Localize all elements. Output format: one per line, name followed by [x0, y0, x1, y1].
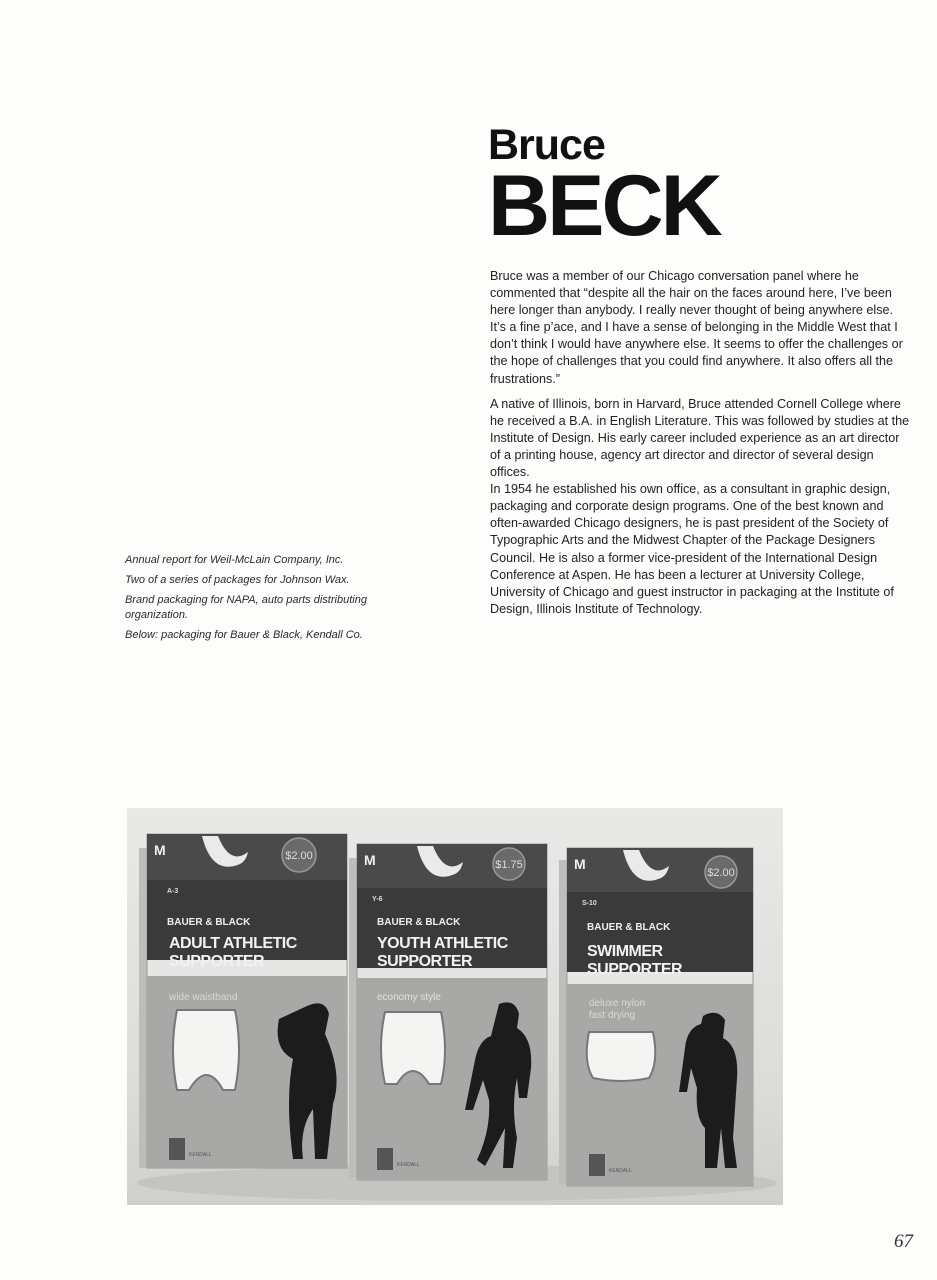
- brand-name: BAUER & BLACK: [167, 917, 251, 928]
- price: $1.75: [495, 859, 523, 871]
- product-code: S-10: [582, 900, 597, 907]
- last-name: BECK: [488, 158, 720, 254]
- body-paragraph: Bruce was a member of our Chicago conversation panel where he commented that “despite all the hair on the faces around here, I’ve been here longer than anybody. I really never thought of being anywhere else. It’s a fine p’ace, and I have a sense of belonging in the Middle West that I don’t think I would have anywhere else. It seems to offer the challenges or the hope of challenges that you could find anywhere. It also offers all the frustrations.”: [490, 269, 903, 386]
- caption: Below: packaging for Bauer & Black, Kendall Co.: [125, 629, 363, 641]
- size-letter: M: [154, 842, 166, 858]
- brand-name: BAUER & BLACK: [377, 917, 461, 928]
- product-line2: SUPPORTER: [169, 953, 265, 970]
- product-line2: SUPPORTER: [587, 961, 683, 978]
- product-line1: SWIMMER: [587, 943, 663, 960]
- product-code: A-3: [167, 888, 179, 895]
- caption: Two of a series of packages for Johnson Wax.: [125, 574, 350, 586]
- product-line2: SUPPORTER: [377, 953, 473, 970]
- caption: Annual report for Weil-McLain Company, Inc.: [125, 554, 344, 566]
- maker-logo: [169, 1138, 185, 1160]
- maker-logo: [589, 1154, 605, 1176]
- article-title: [488, 121, 720, 254]
- product-line1: YOUTH ATHLETIC: [377, 935, 508, 952]
- tagline: deluxe nylon: [589, 998, 646, 1009]
- captions: [125, 553, 425, 648]
- body-paragraph: In 1954 he established his own office, as a consultant in graphic design, packaging and corporate design programs. One of the best known and often-awarded Chicago designers, he is past president of the Society of Typographic Arts and the Midwest Chapter of the Package Designers Council. He is also a former vice-president of the International Design Conference at Aspen. He has been a lecturer at University College, University of Chicago and guest instructor in packaging at the Institute of Design, Illinois Institute of Technology.: [490, 482, 894, 616]
- package-swimmer: [559, 848, 753, 1186]
- tagline: wide waistband: [169, 992, 238, 1003]
- first-name: Bruce: [488, 121, 605, 169]
- product-code: Y-6: [372, 896, 383, 903]
- maker-name: KENDALL: [189, 1152, 212, 1158]
- body-paragraph: A native of Illinois, born in Harvard, Bruce attended Cornell College where he received a B.A. in English Literature. This was followed by studies at the Institute of Design. His early career included experience as an art director of a printing house, agency art director and director of several design offices.: [490, 396, 910, 480]
- packaging-photo: [127, 808, 783, 1205]
- maker-name: KENDALL: [397, 1162, 420, 1168]
- product-line1: ADULT ATHLETIC: [169, 935, 297, 952]
- package-adult: [139, 834, 347, 1168]
- product-illustration: [587, 1032, 656, 1081]
- packaging-photo-art: [127, 808, 783, 1205]
- maker-logo: [377, 1148, 393, 1170]
- article-body: [490, 268, 910, 626]
- tagline: economy style: [377, 992, 441, 1003]
- brand-name: BAUER & BLACK: [587, 922, 671, 933]
- package-youth: [349, 844, 547, 1180]
- price: $2.00: [285, 850, 313, 862]
- maker-name: KENDALL: [609, 1168, 632, 1174]
- tagline-2: fast drying: [589, 1010, 636, 1021]
- price: $2.00: [707, 867, 735, 879]
- caption: Brand packaging for NAPA, auto parts distributing organization.: [125, 594, 367, 621]
- size-letter: M: [574, 856, 586, 872]
- size-letter: M: [364, 852, 376, 868]
- page-number: 67: [894, 1231, 913, 1252]
